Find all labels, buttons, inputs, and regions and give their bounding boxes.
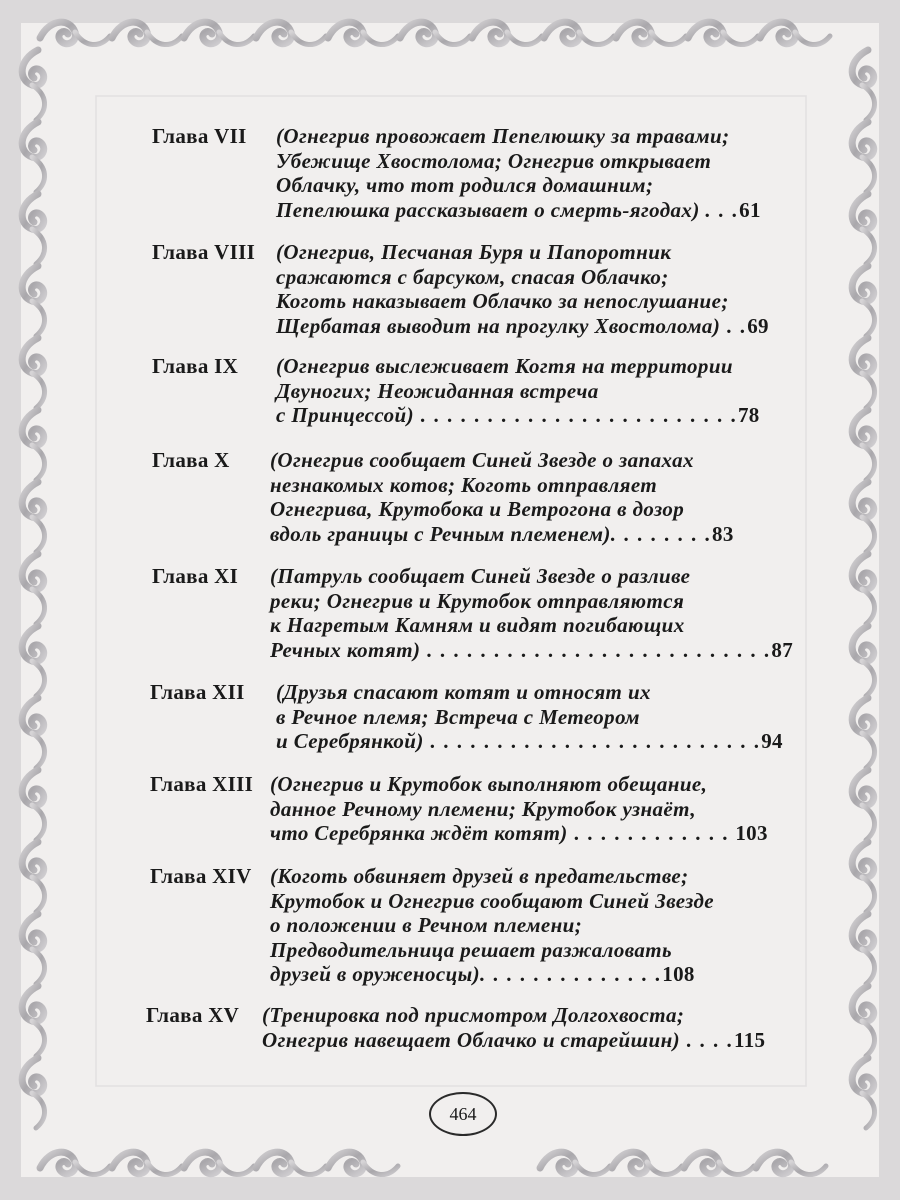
page-number: 87	[771, 637, 794, 662]
summary-line: с Принцессой)	[276, 403, 414, 427]
summary-line: (Огнегрив сообщает Синей Звезде о запахах	[270, 448, 694, 472]
summary-line: (Огнегрив, Песчаная Буря и Папоротник	[276, 240, 672, 264]
leader-dots: . . . . . . . . . . . .	[567, 821, 730, 845]
page-number: 61	[739, 197, 761, 222]
page-number: 83	[712, 521, 734, 546]
chapter-summary	[270, 864, 714, 987]
summary-line: Двуногих; Неожиданная встреча	[276, 378, 599, 403]
chapter-label: Глава XII	[150, 680, 245, 704]
summary-line: (Огнегрив и Крутобок выполняют обещание,	[270, 772, 708, 796]
chapter-summary	[270, 564, 793, 662]
leader-dots: . . . .	[680, 1027, 735, 1052]
summary-line: (Коготь обвиняет друзей в предательстве;	[270, 864, 689, 888]
summary-line: Огнегрива, Крутобока и Ветрогона в дозор	[270, 497, 685, 521]
summary-line: вдоль границы с Речным племенем)	[270, 521, 611, 546]
chapter-summary	[262, 1003, 765, 1052]
page-number: 103	[735, 821, 768, 845]
chapter-label: Глава XIII	[150, 772, 254, 796]
page-number-badge: 464	[429, 1092, 497, 1136]
leader-dots: . .	[720, 313, 748, 338]
summary-line: в Речное племя; Встреча с Метеором	[276, 704, 640, 729]
summary-line: Крутобок и Огнегрив сообщают Синей Звезде	[270, 888, 715, 913]
chapter-summary	[276, 680, 783, 754]
summary-line: друзей в оруженосцы)	[270, 962, 481, 986]
chapter-label: Глава XI	[152, 564, 239, 588]
summary-line: Убежище Хвостолома; Огнегрив открывает	[276, 148, 712, 173]
chapter-label: Глава VII	[152, 124, 247, 148]
summary-line: сражаются с барсуком, спасая Облачко;	[276, 264, 669, 289]
chapter-summary	[270, 772, 768, 846]
summary-line: к Нагретым Камням и видят погибающих	[270, 613, 685, 637]
page-number: 115	[734, 1027, 766, 1052]
leader-dots: . . . . . . . . . . . . . .	[480, 962, 663, 986]
summary-line: незнакомых котов; Коготь отправляет	[270, 472, 658, 497]
page-number: 78	[737, 403, 760, 427]
summary-line: что Серебрянка ждёт котят)	[270, 821, 568, 845]
summary-line: (Патруль сообщает Синей Звезде о разливе	[270, 564, 691, 588]
chapter-label: Глава X	[152, 448, 230, 472]
summary-line: Пепелюшка рассказывает о смерть-ягодах)	[276, 197, 700, 222]
leader-dots: . . . . . . . . . . . . . . . . . . . . . . . . . .	[420, 637, 772, 662]
leader-dots: . . . . . . . . . . . . . . . . . . . . . . . . .	[423, 729, 762, 753]
summary-line: (Огнегрив провожает Пепелюшку за травами;	[276, 124, 730, 148]
summary-line: о положении в Речном племени;	[270, 913, 583, 937]
summary-line: Огнегрив навещает Облачко и старейшин)	[262, 1027, 681, 1052]
summary-line: и Серебрянкой)	[276, 729, 424, 753]
page-number: 69	[747, 313, 769, 338]
summary-line: Предводительница решает разжаловать	[270, 937, 672, 962]
summary-line: реки; Огнегрив и Крутобок отправляются	[270, 588, 685, 613]
chapter-summary	[276, 354, 760, 428]
summary-line: Коготь наказывает Облачко за непослушание;	[276, 289, 729, 313]
summary-line: Облачку, что тот родился домашним;	[276, 173, 654, 197]
chapter-label: Глава VIII	[152, 240, 256, 264]
summary-line: Речных котят)	[270, 637, 421, 662]
summary-line: (Огнегрив выслеживает Когтя на территории	[276, 354, 733, 378]
chapter-label: Глава IX	[152, 354, 239, 378]
chapter-label: Глава XIV	[150, 864, 252, 888]
leader-dots: . . .	[705, 197, 740, 222]
page-number: 108	[662, 962, 695, 986]
chapter-summary	[270, 448, 734, 546]
leader-dots: . . . . . . . .	[610, 521, 713, 546]
chapter-summary	[276, 124, 761, 222]
summary-line: Щербатая выводит на прогулку Хвостолома)	[276, 313, 721, 338]
summary-line: (Тренировка под присмотром Долгохвоста;	[262, 1003, 685, 1027]
chapter-summary	[276, 240, 769, 338]
leader-dots: . . . . . . . . . . . . . . . . . . . . . . . .	[413, 403, 738, 427]
page-number: 94	[761, 729, 783, 753]
summary-line: данное Речному племени; Крутобок узнаёт,	[270, 796, 697, 821]
summary-line: (Друзья спасают котят и относят их	[276, 680, 651, 704]
chapter-label: Глава XV	[146, 1003, 240, 1027]
